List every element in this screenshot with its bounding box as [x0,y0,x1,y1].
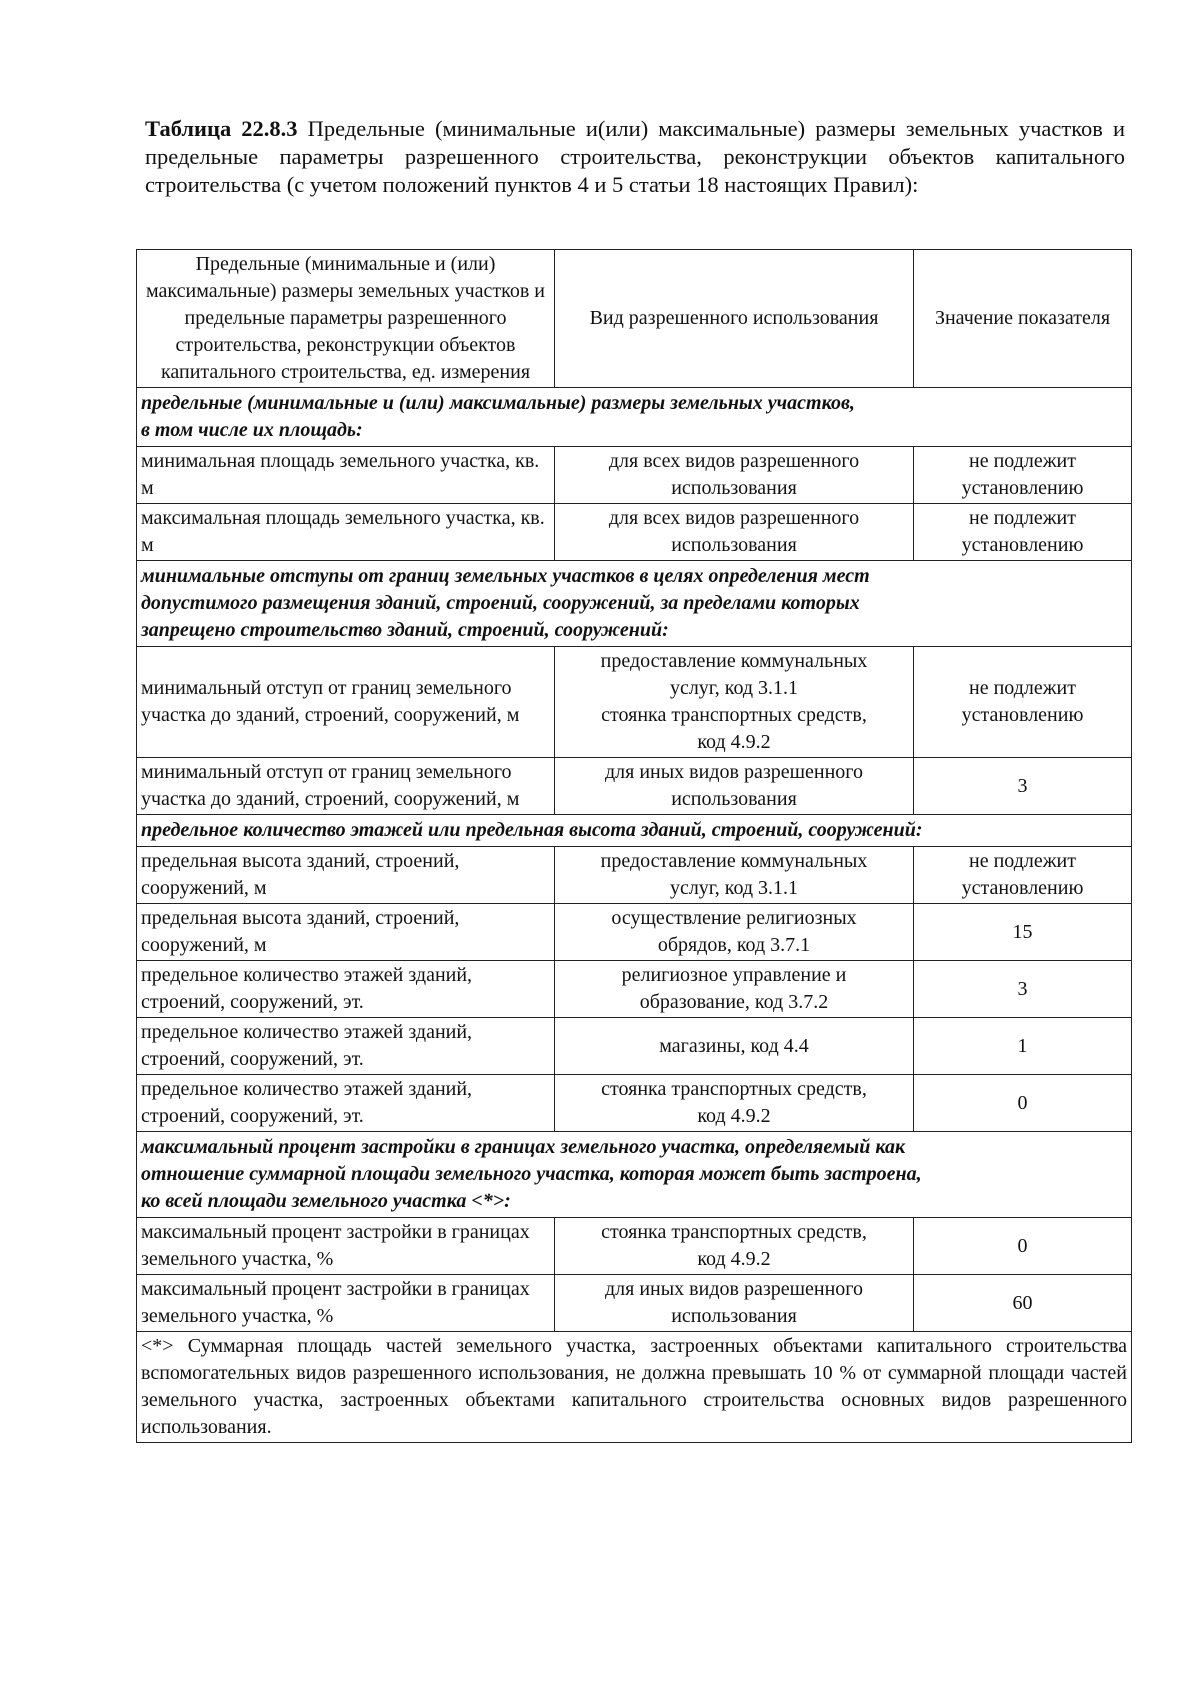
parameter-cell: минимальный отступ от границ земельного участка до зданий, строений, сооружений, м [137,647,555,758]
use-type-cell [555,1018,914,1075]
parameter-cell: предельное количество этажей зданий, строений, сооружений, эт. [137,961,555,1018]
section-header-row [137,1132,1132,1218]
use-type-line: услуг, код 3.1.1 [669,877,799,899]
use-type-line: образование, код 3.7.2 [639,991,829,1013]
value-cell: не подлежит установлению [914,647,1132,758]
table-row [137,961,1132,1018]
header-use-type: Вид разрешенного использования [555,250,914,388]
parameter-cell: минимальный отступ от границ земельного участка до зданий, строений, сооружений, м [137,758,555,815]
value-cell: 3 [914,758,1132,815]
parameter-cell: минимальная площадь земельного участка, кв. м [137,447,555,504]
use-type-cell [555,847,914,904]
section-title-line: ко всей площади земельного участка <*>: [141,1190,511,1212]
table-caption-label: Таблица 22.8.3 [145,116,298,141]
value-cell: не подлежит установлению [914,447,1132,504]
section-title-line: предельные (минимальные и (или) максимальные) размеры земельных участков, [141,392,855,414]
table-row [137,1218,1132,1275]
header-value: Значение показателя [914,250,1132,388]
use-type-line: использования [671,534,797,556]
section-title-line: максимальный процент застройки в границах земельного участка, определяемый как [141,1136,906,1158]
value-cell: не подлежит установлению [914,847,1132,904]
table-caption [145,115,1125,199]
use-type-cell [555,1218,914,1275]
use-type-line: предоставление коммунальных [600,850,868,872]
use-type-line: стоянка транспортных средств, [601,1221,867,1243]
use-type-line: код 4.9.2 [697,1105,771,1127]
parameter-cell: максимальный процент застройки в границах земельного участка, % [137,1275,555,1332]
use-type-cell [555,647,914,758]
section-title-line: допустимого размещения зданий, строений, сооружений, за пределами которых [141,592,860,614]
table-row [137,1275,1132,1332]
footnote: <*> Суммарная площадь частей земельного участка, застроенных объектами капитального строительства вспомогательных видов разрешенного использования, не должна превышать 10 % от суммарной площади частей земельного участка, застроенных объектами капитального строительства основных видов разрешенного использования. [137,1332,1132,1443]
use-type-line: использования [671,788,797,810]
use-type-cell [555,1075,914,1132]
section-header-row [137,561,1132,647]
use-type-line: стоянка транспортных средств, [601,1078,867,1100]
section-title [137,815,1132,847]
table-caption-text: Предельные (минимальные и(или) максимальные) размеры земельных участков и предельные параметры разрешенного строительства, реконструкции объектов капитального строительства (с учетом положений пунктов 4 и 5 статьи 18 настоящих Правил): [145,116,1125,197]
use-type-line: осуществление религиозных [611,907,857,929]
parameters-table-body [137,250,1132,1443]
section-title-line: предельное количество этажей или предельная высота зданий, строений, сооружений: [141,819,923,841]
use-type-cell [555,1275,914,1332]
use-type-cell [555,758,914,815]
value-cell: 1 [914,1018,1132,1075]
section-title-line: минимальные отступы от границ земельных участков в целях определения мест [141,565,870,587]
value-cell: 60 [914,1275,1132,1332]
use-type-line: стоянка транспортных средств, [601,704,867,726]
parameter-cell: предельная высота зданий, строений, сооружений, м [137,847,555,904]
use-type-line: код 4.9.2 [697,731,771,753]
section-title [137,561,1132,647]
table-row [137,904,1132,961]
table-row [137,647,1132,758]
use-type-cell [555,447,914,504]
use-type-line: для всех видов разрешенного [608,450,860,472]
parameter-cell: максимальный процент застройки в границах земельного участка, % [137,1218,555,1275]
section-title [137,1132,1132,1218]
use-type-line: для иных видов разрешенного [604,1278,863,1300]
use-type-line: использования [671,1305,797,1327]
footnote-row [137,1332,1132,1443]
use-type-line: магазины, код 4.4 [659,1034,809,1057]
parameter-cell: предельное количество этажей зданий, строений, сооружений, эт. [137,1075,555,1132]
use-type-cell [555,961,914,1018]
parameter-cell: предельная высота зданий, строений, сооружений, м [137,904,555,961]
value-cell: 0 [914,1075,1132,1132]
section-title-line: отношение суммарной площади земельного участка, которая может быть застроена, [141,1163,922,1185]
parameter-cell: максимальная площадь земельного участка, кв. м [137,504,555,561]
table-row [137,847,1132,904]
value-cell: не подлежит установлению [914,504,1132,561]
use-type-cell [555,504,914,561]
table-header-row [137,250,1132,388]
header-parameter: Предельные (минимальные и (или) максимальные) размеры земельных участков и предельные параметры разрешенного строительства, реконструкции объектов капитального строительства, ед. измерения [137,250,555,388]
use-type-line: услуг, код 3.1.1 [669,677,799,699]
parameters-table [136,249,1132,1443]
use-type-line: предоставление коммунальных [600,650,868,672]
section-title-line: запрещено строительство зданий, строений, сооружений: [141,619,669,641]
value-cell: 3 [914,961,1132,1018]
parameter-cell: предельное количество этажей зданий, строений, сооружений, эт. [137,1018,555,1075]
section-title [137,388,1132,447]
use-type-line: использования [671,477,797,499]
use-type-line: для иных видов разрешенного [604,761,863,783]
use-type-line: для всех видов разрешенного [608,507,860,529]
section-header-row [137,388,1132,447]
table-row [137,504,1132,561]
table-row [137,1018,1132,1075]
section-header-row [137,815,1132,847]
use-type-cell [555,904,914,961]
use-type-line: обрядов, код 3.7.1 [657,934,811,956]
section-title-line: в том числе их площадь: [141,419,363,441]
table-row [137,447,1132,504]
value-cell: 0 [914,1218,1132,1275]
use-type-line: код 4.9.2 [697,1248,771,1270]
table-row [137,1075,1132,1132]
use-type-line: религиозное управление и [621,964,847,986]
value-cell: 15 [914,904,1132,961]
table-row [137,758,1132,815]
